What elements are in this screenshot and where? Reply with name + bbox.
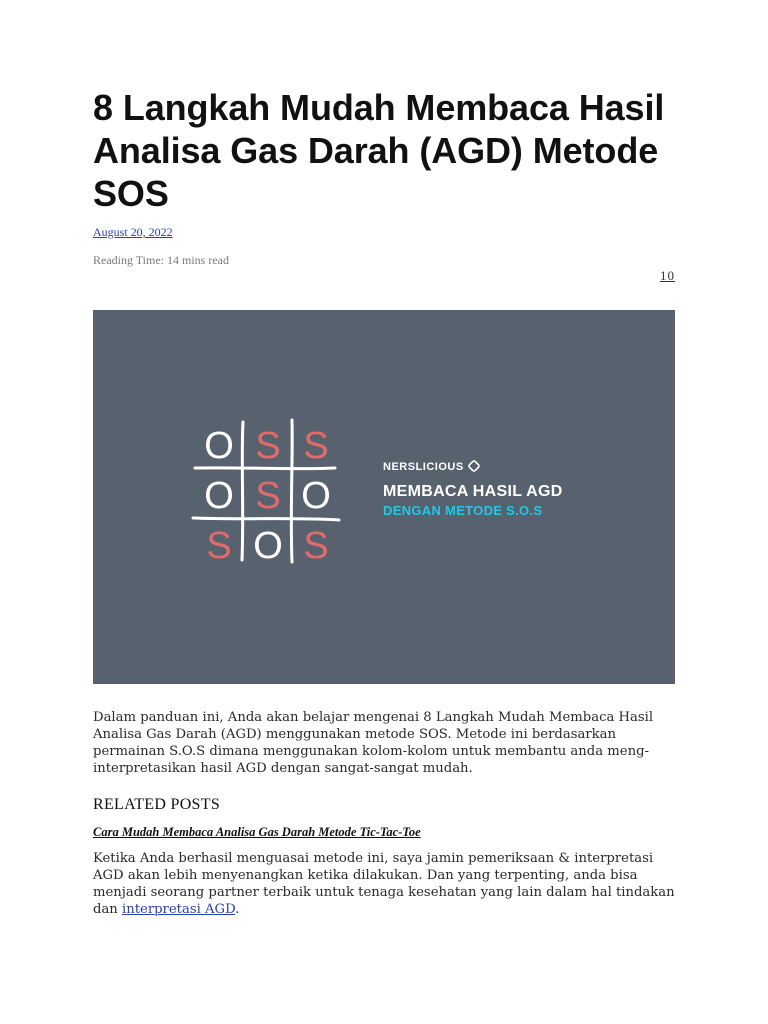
grid-letter: S bbox=[255, 475, 281, 517]
reading-time: Reading Time: 14 mins read bbox=[93, 253, 229, 267]
grid-line-h1 bbox=[195, 468, 335, 469]
comment-count-link[interactable]: 10 bbox=[660, 268, 675, 283]
grid-line-v2 bbox=[291, 420, 292, 562]
post-date-link[interactable]: August 20, 2022 bbox=[93, 225, 173, 239]
brand-name: NERSLICIOUS bbox=[383, 461, 464, 473]
hero-subheadline: DENGAN METODE S.O.S bbox=[383, 503, 543, 518]
grid-letter: O bbox=[301, 475, 331, 517]
related-posts-heading: RELATED POSTS bbox=[93, 796, 221, 813]
intro-paragraph: Dalam panduan ini, Anda akan belajar mengenai 8 Langkah Mudah Membaca Hasil Analisa Gas Darah (AGD) menggunakan metode SOS. Metode ini berdasarkan permainan S.O.S dimana menggunakan kolom-kolom untuk membantu anda meng-interpretasikan hasil AGD dengan sangat-sangat mudah. bbox=[93, 710, 654, 776]
grid-letter: O bbox=[204, 475, 234, 517]
grid-letter: O bbox=[253, 525, 283, 567]
body-paragraph-text: Ketika Anda berhasil menguasai metode ini, saya jamin pemeriksaan & interpretasi AGD akan lebih menyenangkan ketika dilakukan. Dan yang terpenting, anda bisa menjadi seorang partner terbaik untuk tenaga kesehatan yang lain dalam hal tindakan dan bbox=[93, 851, 675, 917]
interpretasi-agd-link[interactable]: interpretasi AGD bbox=[122, 902, 236, 917]
grid-letter: S bbox=[206, 525, 232, 567]
grid-letter: O bbox=[204, 425, 234, 467]
hero-headline: MEMBACA HASIL AGD bbox=[383, 483, 563, 500]
body-paragraph-end: . bbox=[235, 902, 240, 917]
grid-line-h2 bbox=[193, 518, 339, 520]
body-paragraph bbox=[93, 850, 675, 918]
grid-letter: S bbox=[255, 425, 281, 467]
grid-letter: S bbox=[303, 525, 329, 567]
grid-letter: S bbox=[303, 425, 329, 467]
page-title: 8 Langkah Mudah Membaca Hasil Analisa Gas Darah (AGD) Metode SOS bbox=[93, 87, 665, 214]
brand-label bbox=[383, 460, 480, 473]
nerslicious-logo-icon bbox=[467, 459, 481, 473]
hero-image bbox=[93, 310, 675, 684]
related-post-link[interactable]: Cara Mudah Membaca Analisa Gas Darah Metode Tic-Tac-Toe bbox=[93, 825, 421, 839]
grid-line-v1 bbox=[242, 422, 243, 560]
